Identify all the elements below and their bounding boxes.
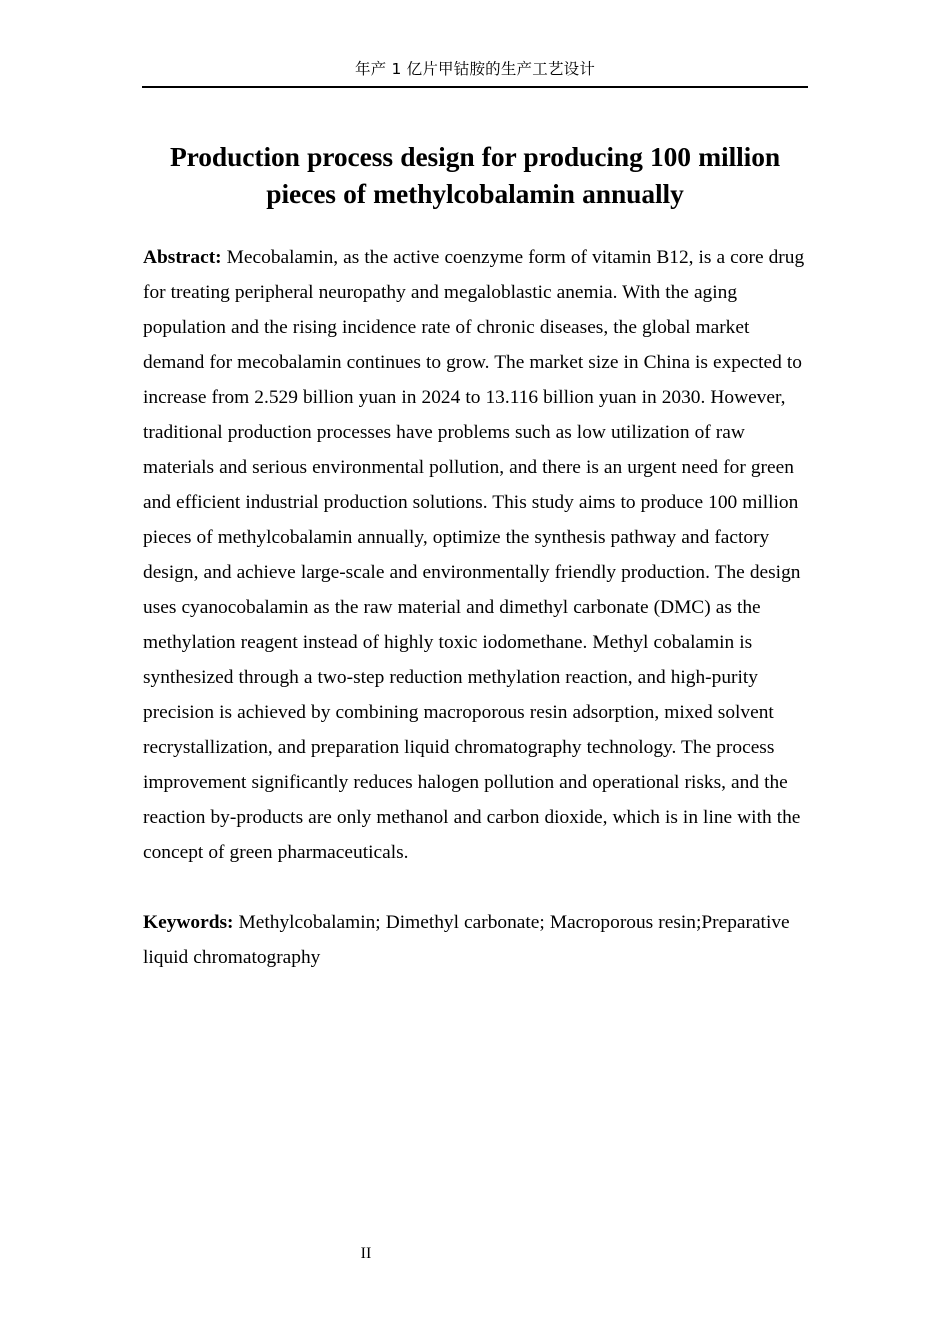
keywords-paragraph <box>143 905 808 975</box>
page-footer <box>143 1243 589 1265</box>
page-number: II <box>360 1245 372 1262</box>
content-column <box>143 240 808 975</box>
paragraph-spacer <box>143 870 808 905</box>
abstract-paragraph <box>143 240 808 870</box>
abstract-label: Abstract: <box>143 247 222 268</box>
header-rule <box>142 86 808 88</box>
abstract-body: Mecobalamin, as the active coenzyme form of vitamin B12, is a core drug for treating peripheral neuropathy and megaloblastic anemia. With the aging population and the rising incidence rate of chronic diseases, the global market demand for mecobalamin continues to grow. The market size in China is expected to increase from 2.529 billion yuan in 2024 to 13.116 billion yuan in 2030. However, traditional production processes have problems such as low utilization of raw materials and serious environmental pollution, and there is an urgent need for green and efficient industrial production solutions. This study aims to produce 100 million pieces of methylcobalamin annually, optimize the synthesis pathway and factory design, and achieve large-scale and environmentally friendly production. The design uses cyanocobalamin as the raw material and dimethyl carbonate (DMC) as the methylation reagent instead of highly toxic iodomethane. Methyl cobalamin is synthesized through a two-step reduction methylation reaction, and high-purity precision is achieved by combining macroporous resin adsorption, mixed solvent recrystallization, and preparation liquid chromatography technology. The process improvement significantly reduces halogen pollution and operational risks, and the reaction by-products are only methanol and carbon dioxide, which is in line with the concept of green pharmaceuticals. <box>143 247 805 863</box>
running-head: 年产 1 亿片甲钴胺的生产工艺设计 <box>354 60 596 78</box>
keywords-label: Keywords: <box>143 912 234 933</box>
page-title: Production process design for producing 100 million pieces of methylcobalamin annually <box>169 141 781 209</box>
page-header <box>142 58 808 88</box>
keywords-body: Methylcobalamin; Dimethyl carbonate; Macroporous resin;Preparative liquid chromatography <box>143 912 790 968</box>
